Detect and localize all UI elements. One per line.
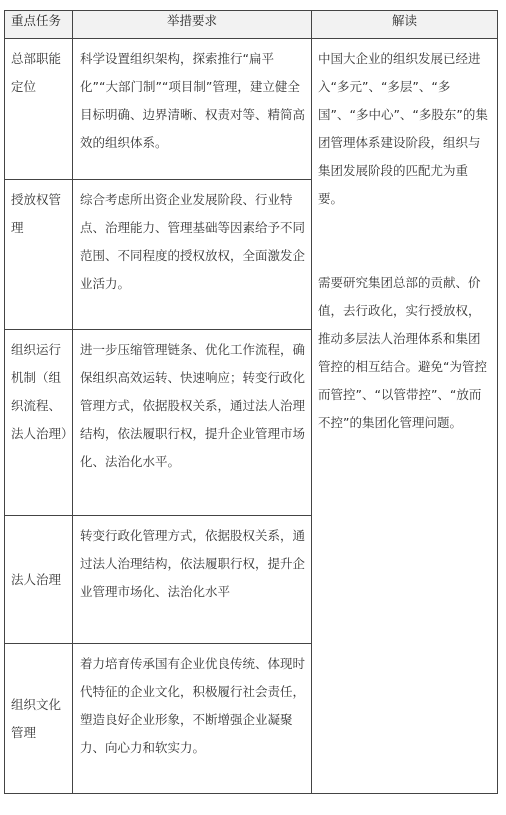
interpretation-paragraph-1: 中国大企业的组织发展已经进入“多元”、“多层”、“多国”、“多中心”、“多股东”的集团管理体系建设阶段，组织与集团发展阶段的匹配尤为重要。: [318, 51, 488, 206]
measures-text: 着力培育传承国有企业优良传统、体现时代特征的企业文化，积极履行社会责任，塑造良好企业形象，不断增强企业凝聚力、向心力和软实力。: [80, 656, 306, 755]
interpretation-cell: [312, 39, 498, 794]
policy-table: [4, 10, 498, 794]
table-row: [5, 39, 498, 180]
header-task: 重点任务: [5, 11, 73, 39]
measures-text: 转变行政化管理方式，依据股权关系，通过法人治理结构，依法履职行权，提升企业管理市场化、法治化水平: [80, 528, 306, 599]
measures-cell: [73, 39, 312, 180]
task-cell: [5, 516, 73, 644]
interpretation-paragraph-2: 需要研究集团总部的贡献、价值，去行政化，实行授放权，推动多层法人治理体系和集团管控的相互结合。避免“为管控而管控”、“以管带控”、“放而不控”的集团化管理问题。: [318, 275, 487, 430]
table-header-row: [5, 11, 498, 39]
measures-text: 进一步压缩管理链条、优化工作流程，确保组织高效运转、快速响应；转变行政化管理方式，依据股权关系，通过法人治理结构，依法履职行权，提升企业管理市场化、法治化水平。: [80, 342, 306, 469]
task-text: 授放权管理: [11, 192, 62, 235]
measures-text: 综合考虑所出资企业发展阶段、行业特点、治理能力、管理基础等因素给予不同范围、不同程度的授权放权，全面激发企业活力。: [80, 192, 306, 291]
header-measures: 举措要求: [73, 11, 312, 39]
measures-cell: [73, 644, 312, 794]
measures-cell: [73, 180, 312, 330]
task-cell: [5, 180, 73, 330]
task-text: 总部职能定位: [11, 51, 62, 94]
measures-text: 科学设置组织架构，探索推行“扁平化”“大部门制”“项目制”管理，建立健全目标明确、边界清晰、权责对等、精简高效的组织体系。: [80, 51, 306, 150]
paragraph-spacer: [318, 213, 491, 269]
task-text: 法人治理: [11, 571, 62, 587]
header-interpretation: 解读: [312, 11, 498, 39]
policy-table-container: [4, 10, 497, 794]
task-text: 组织运行机制（组织流程、法人治理）: [11, 342, 74, 441]
measures-cell: [73, 516, 312, 644]
task-cell: [5, 644, 73, 794]
measures-cell: [73, 330, 312, 516]
task-text: 组织文化管理: [11, 696, 62, 740]
task-cell: [5, 39, 73, 180]
interpretation-text: [312, 39, 497, 437]
task-cell: [5, 330, 73, 516]
